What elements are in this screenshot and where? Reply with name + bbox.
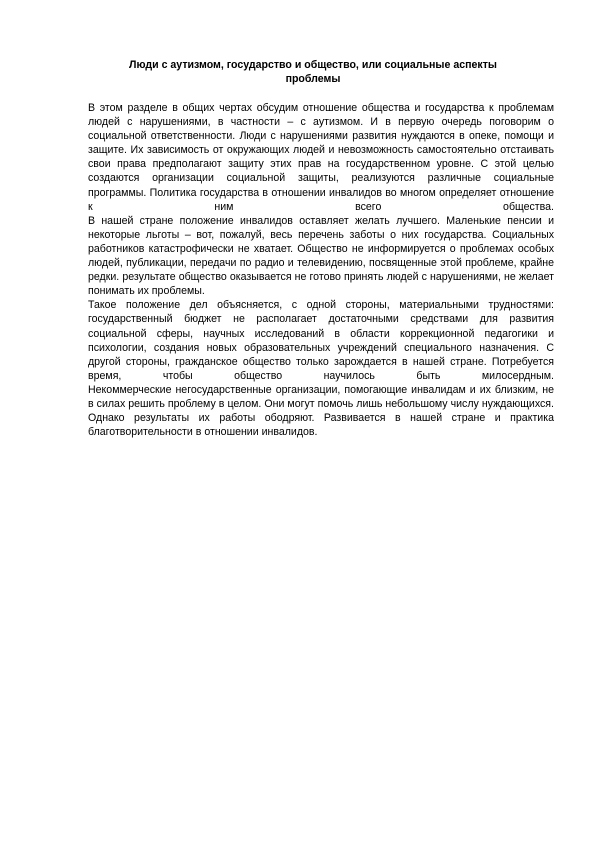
document-title: Люди с аутизмом, государство и общество, или социальные аспекты проблемы	[129, 59, 497, 85]
paragraph-1: В этом разделе в общих чертах обсудим отношение общества и государства к проблемам людей с нарушениями, в частности – с аутизмом. И в первую очередь поговорим о социальной ответственности. Люди с нарушениями развития нуждаются в опеке, помощи и защите. Их зависимость от окружающих людей и невозможность самостоятельно отстаивать свои права предполагают защиту этих прав на государственном уровне. С этой целью создаются организации социальной защиты, реализуются различные социальные программы. Политика государства в отношении инвалидов во многом определяет отношение к ним всего общества.	[88, 102, 554, 213]
paragraph-3: Такое положение дел объясняется, с одной стороны, материальными трудностями: государственный бюджет не располагает достаточными средствами для развития социальной сферы, научных исследований в области коррекционной педагогики и психологии, создания новых образовательных учреждений специального назначения. С другой стороны, гражданское общество только зарождается в нашей стране. Потребуется время, чтобы общество научилось быть милосердным.	[88, 299, 554, 382]
document-body	[88, 101, 554, 439]
paragraph-2: В нашей стране положение инвалидов оставляет желать лучшего. Маленькие пенсии и некоторые льготы – вот, пожалуй, весь перечень заботы о них государства. Социальных работников катастрофически не хватает. Общество не информируется о проблемах особых людей, публикации, передачи по радио и телевидению, посвященные этой проблеме, крайне редки. результате общество оказывается не готово принять людей с нарушениями, не желает понимать их проблемы.	[88, 214, 554, 298]
paragraph-4: Некоммерческие негосударственные организации, помогающие инвалидам и их близким, не в силах решить проблему в целом. Они могут помочь лишь небольшому числу нуждающихся. Однако результаты их работы ободряют. Развивается в нашей стране и практика благотворительности в отношении инвалидов.	[88, 383, 554, 439]
